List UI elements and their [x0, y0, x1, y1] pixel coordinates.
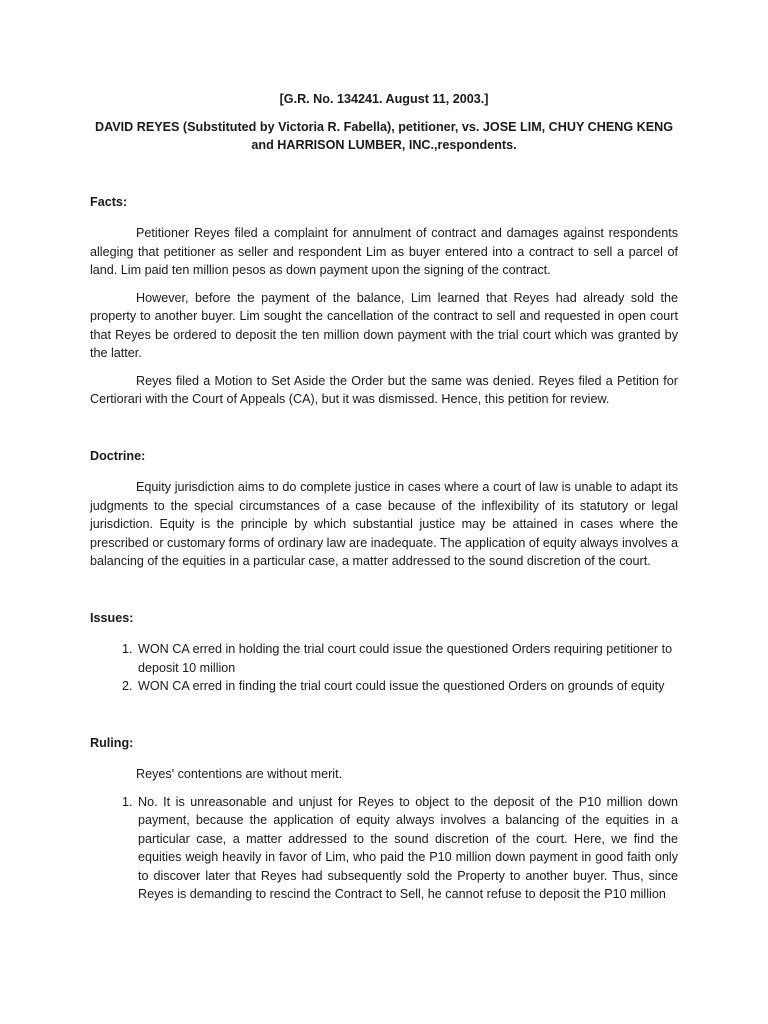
facts-paragraph-3: Reyes filed a Motion to Set Aside the Order but the same was denied. Reyes filed a Petition for Certiorari with the Court of Appeals (CA), but it was dismissed. Hence, this petition for review.: [90, 373, 678, 406]
doctrine-heading: Doctrine:: [90, 448, 146, 463]
ruling-section: [90, 734, 678, 904]
ruling-item-1: 1. No. It is unreasonable and unjust for Reyes to object to the deposit of the P10 million down payment, because the application of equity always involves a balancing of the equities in a particular case, a matter addressed to the sound discretion of the court. Here, we find the equities weigh heavily in favor of Lim, who paid the P10 million down payment in good faith only to discover later that Reyes had subsequently sold the Property to another buyer. Thus, since Reyes is demanding to rescind the Contract to Sell, he cannot refuse to deposit the P10 million: [136, 793, 678, 904]
issue-item-1: 1. WON CA erred in holding the trial court could issue the questioned Orders requiring petitioner to deposit 10 million: [136, 640, 678, 677]
doctrine-paragraph: Equity jurisdiction aims to do complete justice in cases where a court of law is unable to adapt its judgments to the special circumstances of a case because of the inflexibility of its statutory or legal jurisdiction. Equity is the principle by which substantial justice may be attained in cases where the prescribed or customary forms of ordinary law are inadequate. The application of equity always involves a balancing of the equities in a particular case, a matter addressed to the sound discretion of the court.: [90, 480, 678, 568]
case-parties: DAVID REYES (Substituted by Victoria R. Fabella), petitioner, vs. JOSE LIM, CHUY CHENG KENG and HARRISON LUMBER, INC.,respondents.: [94, 119, 673, 152]
facts-heading: Facts:: [90, 194, 128, 209]
case-number: [G.R. No. 134241. August 11, 2003.]: [279, 92, 489, 106]
issues-heading: Issues:: [90, 610, 134, 625]
issues-list: [90, 640, 678, 696]
issue-item-2: 2. WON CA erred in finding the trial court could issue the questioned Orders on grounds of equity: [136, 677, 678, 696]
ruling-heading: Ruling:: [90, 735, 134, 750]
ruling-list: [90, 793, 678, 904]
doctrine-section: [90, 447, 678, 571]
facts-section: [90, 193, 678, 409]
facts-paragraph-1: Petitioner Reyes filed a complaint for annulment of contract and damages against respondents alleging that petitioner as seller and respondent Lim as buyer entered into a contract to sell a parcel of land. Lim paid ten million pesos as down payment upon the signing of the contract.: [90, 226, 678, 277]
issues-section: [90, 609, 678, 696]
ruling-intro: Reyes' contentions are without merit.: [136, 767, 343, 781]
facts-paragraph-2: However, before the payment of the balance, Lim learned that Reyes had already sold the property to another buyer. Lim sought the cancellation of the contract to sell and requested in open court that Reyes be ordered to deposit the ten million down payment with the trial court which was granted by the latter.: [90, 290, 678, 360]
